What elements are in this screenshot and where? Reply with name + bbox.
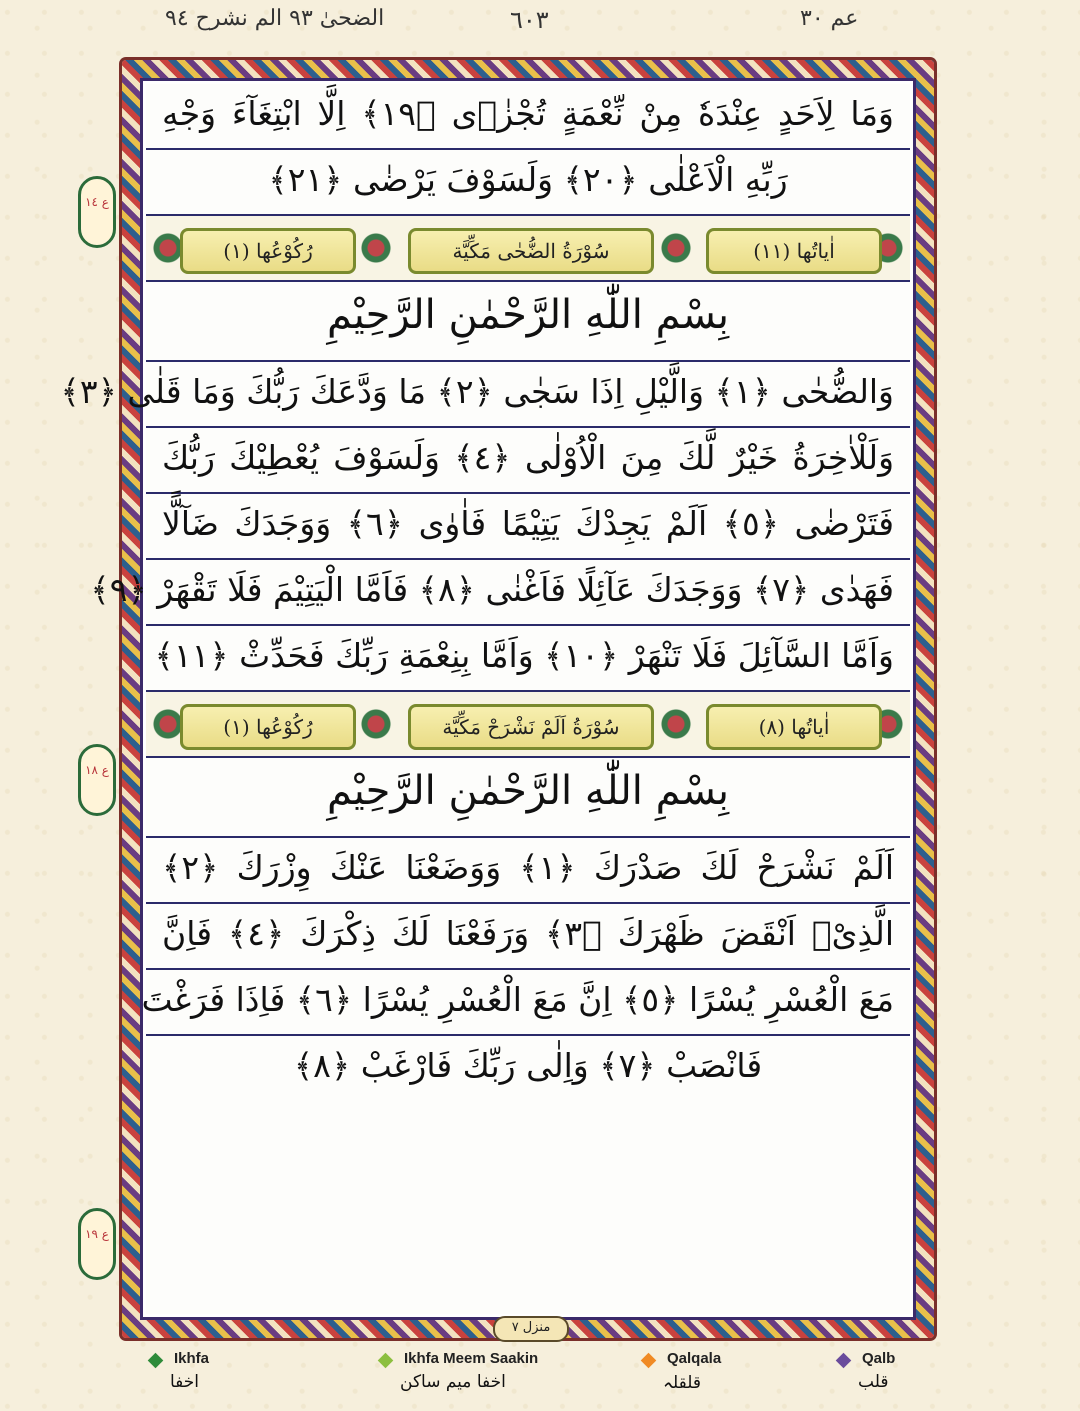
legend-label-en: Ikhfa <box>174 1350 210 1367</box>
legend-label-ur: اخفا <box>170 1372 200 1392</box>
surah-header-inshirah <box>146 692 910 758</box>
surah-title: سُوْرَةُ الضُّحٰی مَکِّیَّة <box>408 228 654 274</box>
legend-label-ur: قلب <box>858 1372 889 1392</box>
ornament-icon <box>356 700 396 748</box>
bismillah: بِسْمِ اللّٰهِ الرَّحْمٰنِ الرَّحِيْمِ <box>146 758 910 838</box>
ayat-count: اٰیاتُها (١١) <box>706 228 882 274</box>
ruku-marker: ع ١٨ <box>78 744 116 816</box>
surah-header-duha <box>146 216 910 282</box>
verse-line-7: وَاَمَّا السَّآئِلَ فَلَا تَنْهَرْ ﴿١٠﴾ وَاَمَّا بِنِعْمَةِ رَبِّكَ فَحَدِّثْ ﴿١١﴾ <box>146 626 910 692</box>
ayat-count: اٰیاتُها (٨) <box>706 704 882 750</box>
verse-line-4: وَلَلْاٰخِرَةُ خَيْرٌ لَّكَ مِنَ الْاُوْلٰى ﴿٤﴾ وَلَسَوْفَ يُعْطِيْكَ رَبُّكَ <box>146 428 910 494</box>
verse-line-8: اَلَمْ نَشْرَحْ لَكَ صَدْرَكَ ﴿١﴾ وَوَضَعْنَا عَنْكَ وِزْرَكَ ﴿٢﴾ <box>146 838 910 904</box>
page-header <box>0 0 1080 56</box>
diamond-icon <box>148 1353 164 1369</box>
verse-line-5: فَتَرْضٰى ﴿٥﴾ اَلَمْ يَجِدْكَ يَتِيْمًا فَاٰوٰى ﴿٦﴾ وَوَجَدَكَ ضَآلًّا <box>146 494 910 560</box>
ruku-marker: ع ١٩ <box>78 1208 116 1280</box>
page-number: ٦٠٣ <box>510 6 549 34</box>
diamond-icon <box>378 1353 394 1369</box>
verse-line-11: فَانْصَبْ ﴿٧﴾ وَاِلٰى رَبِّكَ فَارْغَبْ ﴿٨﴾ <box>293 1046 763 1085</box>
ornament-icon <box>656 224 696 272</box>
verse-line-10: مَعَ الْعُسْرِ يُسْرًا ﴿٥﴾ اِنَّ مَعَ الْعُسْرِ يُسْرًا ﴿٦﴾ فَاِذَا فَرَغْتَ <box>146 970 910 1036</box>
legend-qalqala <box>643 1350 803 1406</box>
bismillah: بِسْمِ اللّٰهِ الرَّحْمٰنِ الرَّحِيْمِ <box>146 282 910 362</box>
legend-ikhfa-meem-saakin <box>380 1350 620 1406</box>
surah-names: الضحیٰ ٩٣ الم نشرح ٩٤ <box>165 6 385 31</box>
surah-title: سُوْرَةُ اَلَمْ نَشْرَحْ مَکِّیَّة <box>408 704 654 750</box>
ruku-count: رُکُوْعُها (١) <box>180 228 356 274</box>
ornament-icon <box>656 700 696 748</box>
diamond-icon <box>836 1353 852 1369</box>
legend-label-en: Ikhfa Meem Saakin <box>404 1350 539 1367</box>
juz-name: عم ٣٠ <box>800 6 859 31</box>
ornament-icon <box>356 224 396 272</box>
legend-label-ur: اخفا میم ساکن <box>400 1372 506 1392</box>
legend-qalb <box>838 1350 958 1406</box>
ruku-marker: ع ١٤ <box>78 176 116 248</box>
manzil-badge: منزل ٧ <box>493 1316 569 1342</box>
verse-line-3: وَالضُّحٰى ﴿١﴾ وَالَّيْلِ اِذَا سَجٰى ﴿٢﴾ مَا وَدَّعَكَ رَبُّكَ وَمَا قَلٰى ﴿٣﴾ <box>146 362 910 428</box>
verse-line-6: فَهَدٰى ﴿٧﴾ وَوَجَدَكَ عَآئِلًا فَاَغْنٰى ﴿٨﴾ فَاَمَّا الْيَتِيْمَ فَلَا تَقْهَرْ ﴿٩﴾ <box>146 560 910 626</box>
diamond-icon <box>641 1353 657 1369</box>
legend-ikhfa <box>150 1350 270 1406</box>
legend-label-en: Qalqala <box>667 1350 722 1367</box>
ruku-count: رُکُوْعُها (١) <box>180 704 356 750</box>
verse-line-2: رَبِّهِ الْاَعْلٰى ﴿٢٠﴾ وَلَسَوْفَ يَرْضٰى ﴿٢١﴾ <box>146 150 910 216</box>
verse-line-1: وَمَا لِاَحَدٍ عِنْدَهٗ مِنْ نِّعْمَةٍ تُجْزٰۤى ﴿١٩﴾ اِلَّا ابْتِغَآءَ وَجْهِ <box>146 84 910 150</box>
legend-label-ur: قلقلہ <box>663 1373 701 1393</box>
verse-line-9: الَّذِىْۤ اَنْقَضَ ظَهْرَكَ ﴿٣﴾ وَرَفَعْنَا لَكَ ذِكْرَكَ ﴿٤﴾ فَاِنَّ <box>146 904 910 970</box>
legend-label-en: Qalb <box>862 1350 896 1367</box>
